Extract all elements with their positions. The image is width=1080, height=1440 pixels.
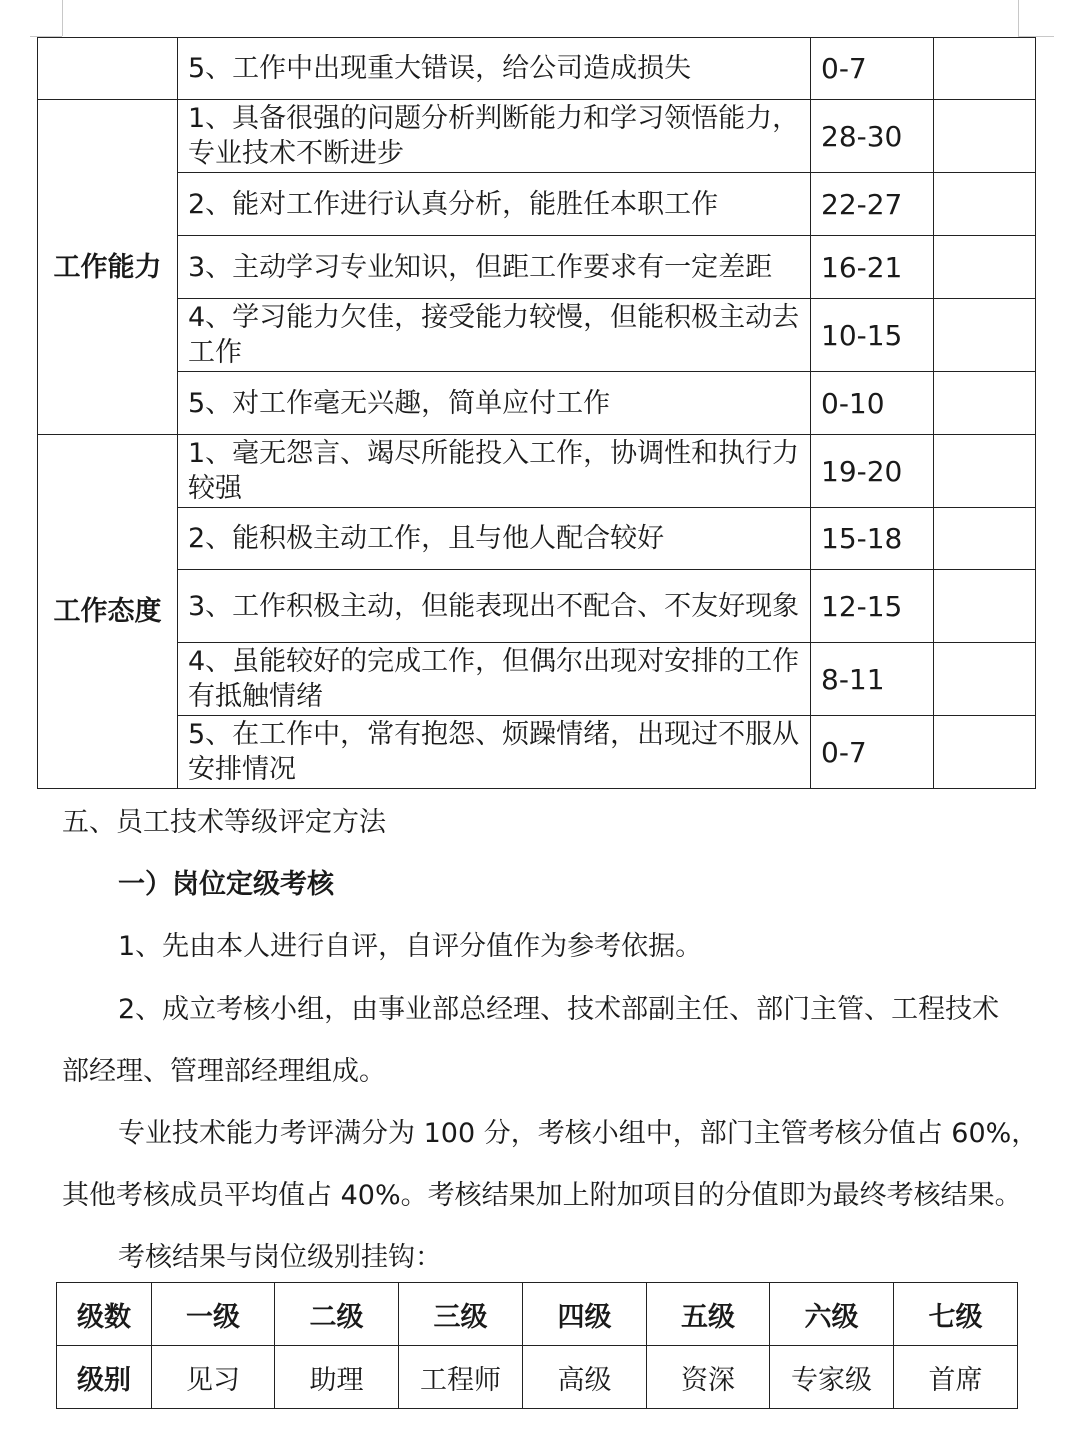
level-cell: 见习 — [152, 1346, 275, 1409]
table-row — [38, 508, 1036, 570]
page-margin-mark-right — [1018, 0, 1019, 36]
table-row — [38, 173, 1036, 236]
rating-cell — [934, 372, 1036, 435]
rating-cell — [934, 435, 1036, 508]
table-row — [38, 570, 1036, 643]
criterion-cell: 4、学习能力欠佳，接受能力较慢，但能积极主动去工作 — [178, 299, 811, 372]
level-row-title — [57, 1346, 1018, 1409]
score-cell: 0-7 — [811, 716, 934, 789]
score-cell: 0-7 — [811, 38, 934, 100]
rating-cell — [934, 716, 1036, 789]
rating-cell — [934, 508, 1036, 570]
level-cell: 首席 — [894, 1346, 1018, 1409]
score-cell: 12-15 — [811, 570, 934, 643]
criterion-cell: 5、对工作毫无兴趣，简单应付工作 — [178, 372, 811, 435]
score-cell: 19-20 — [811, 435, 934, 508]
criterion-cell: 3、主动学习专业知识，但距工作要求有一定差距 — [178, 236, 811, 299]
table-row — [38, 643, 1036, 716]
level-table — [56, 1282, 1018, 1409]
level-cell: 四级 — [523, 1283, 647, 1346]
level-cell: 六级 — [770, 1283, 894, 1346]
paragraph-4: 考核结果与岗位级别挂钩： — [118, 1242, 442, 1273]
table-row — [38, 435, 1036, 508]
paragraph-3-line-2: 其他考核成员平均值占 40%。考核结果加上附加项目的分值即为最终考核结果。 — [62, 1180, 1022, 1211]
score-cell: 16-21 — [811, 236, 934, 299]
criterion-cell: 1、具备很强的问题分析判断能力和学习领悟能力，专业技术不断进步 — [178, 100, 811, 173]
level-cell: 七级 — [894, 1283, 1018, 1346]
rating-cell — [934, 173, 1036, 236]
level-cell: 工程师 — [399, 1346, 523, 1409]
page-margin-mark-left — [62, 0, 63, 36]
paragraph-1: 1、先由本人进行自评，自评分值作为参考依据。 — [118, 931, 703, 962]
criterion-cell: 2、能积极主动工作，且与他人配合较好 — [178, 508, 811, 570]
level-cell: 二级 — [275, 1283, 399, 1346]
table-row — [38, 716, 1036, 789]
criterion-cell: 2、能对工作进行认真分析，能胜任本职工作 — [178, 173, 811, 236]
table-row — [38, 299, 1036, 372]
score-cell: 8-11 — [811, 643, 934, 716]
sub-heading: 一）岗位定级考核 — [118, 869, 334, 900]
table-row — [38, 372, 1036, 435]
level-cell: 高级 — [523, 1346, 647, 1409]
criterion-cell: 3、工作积极主动，但能表现出不配合、不友好现象 — [178, 570, 811, 643]
table-row — [38, 236, 1036, 299]
criterion-cell: 5、在工作中，常有抱怨、烦躁情绪，出现过不服从安排情况 — [178, 716, 811, 789]
rating-cell — [934, 100, 1036, 173]
score-cell: 15-18 — [811, 508, 934, 570]
table-row — [38, 100, 1036, 173]
rating-cell — [934, 570, 1036, 643]
category-cell — [38, 38, 178, 100]
level-cell: 资深 — [647, 1346, 770, 1409]
rating-cell — [934, 38, 1036, 100]
criterion-cell: 1、毫无怨言、竭尽所能投入工作，协调性和执行力较强 — [178, 435, 811, 508]
score-cell: 10-15 — [811, 299, 934, 372]
level-cell: 级别 — [57, 1346, 152, 1409]
section-heading: 五、员工技术等级评定方法 — [62, 807, 386, 838]
rating-cell — [934, 236, 1036, 299]
paragraph-2-line-1: 2、成立考核小组，由事业部总经理、技术部副主任、部门主管、工程技术 — [118, 994, 1000, 1025]
evaluation-table — [37, 37, 1036, 789]
score-cell: 0-10 — [811, 372, 934, 435]
score-cell: 22-27 — [811, 173, 934, 236]
level-cell: 五级 — [647, 1283, 770, 1346]
criterion-cell: 4、虽能较好的完成工作，但偶尔出现对安排的工作有抵触情绪 — [178, 643, 811, 716]
level-cell: 专家级 — [770, 1346, 894, 1409]
score-cell: 28-30 — [811, 100, 934, 173]
criterion-cell: 5、工作中出现重大错误，给公司造成损失 — [178, 38, 811, 100]
table-row — [38, 38, 1036, 100]
paragraph-3-line-1: 专业技术能力考评满分为 100 分，考核小组中，部门主管考核分值占 60%， — [118, 1118, 1039, 1149]
level-row-grade — [57, 1283, 1018, 1346]
level-cell: 级数 — [57, 1283, 152, 1346]
level-cell: 三级 — [399, 1283, 523, 1346]
category-cell: 工作态度 — [38, 435, 178, 789]
rating-cell — [934, 299, 1036, 372]
category-cell: 工作能力 — [38, 100, 178, 435]
rating-cell — [934, 643, 1036, 716]
paragraph-2-line-2: 部经理、管理部经理组成。 — [62, 1056, 386, 1087]
level-cell: 一级 — [152, 1283, 275, 1346]
level-cell: 助理 — [275, 1346, 399, 1409]
